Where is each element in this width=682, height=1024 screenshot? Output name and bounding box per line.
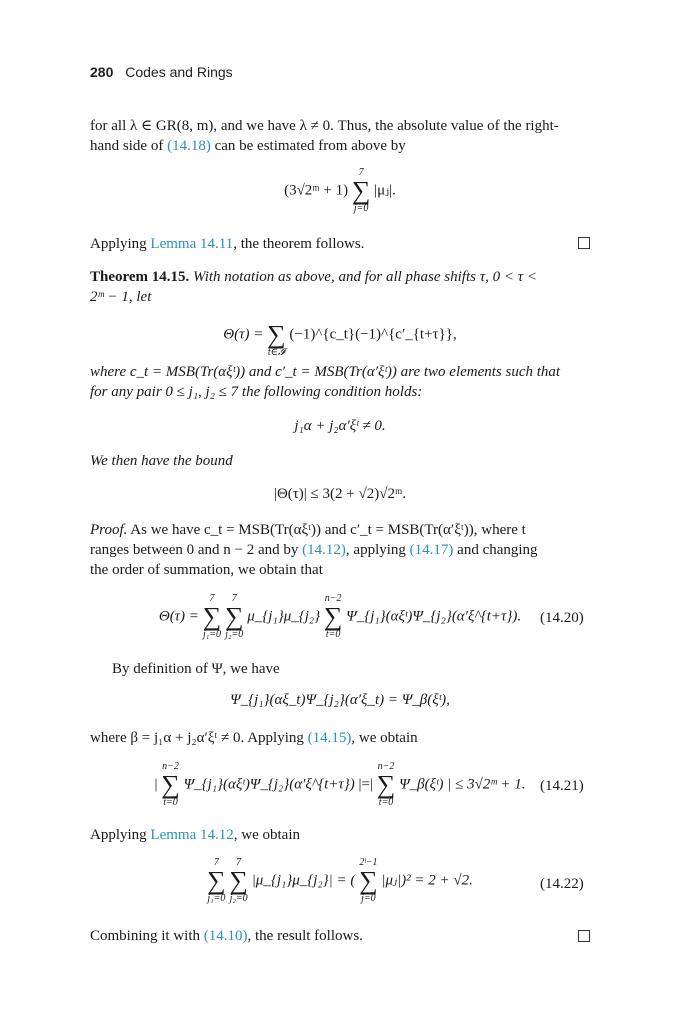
text: Applying xyxy=(90,236,151,252)
equation-14-21: | n−2 ∑ t=0 Ψ_{j₁}(αξᵗ)Ψ_{j₂}(α′ξ^{t+τ}) |=| n−2 ∑ t=0 Ψ_β(ξᵗ) | ≤ 3√2ᵐ + 1. xyxy=(154,761,526,808)
sum-symbol: 2ˡ−1 ∑ j=0 xyxy=(359,857,378,904)
qed-box xyxy=(578,930,590,942)
text: where c_t = MSB(Tr(αξᵗ)) and c′_t = MSB(Tr(α′ξᵗ)) are two elements such that xyxy=(90,364,561,380)
sum-lower: t=0 xyxy=(163,797,178,808)
equation-link[interactable]: (14.10) xyxy=(203,928,248,944)
text: the order of summation, we obtain that xyxy=(90,562,323,578)
sum-lower: j₂=0 xyxy=(229,893,248,904)
paragraph-4 xyxy=(90,728,590,748)
equation-number: (14.21) xyxy=(540,778,584,794)
sum-upper: n−2 xyxy=(324,593,342,604)
sum-upper: 7 xyxy=(231,593,237,604)
text: ranges between 0 and n − 2 and by xyxy=(90,542,303,558)
equation-number: (14.20) xyxy=(540,610,584,626)
math: |μ_{j₁}μ_{j₂}| = ( xyxy=(251,872,356,889)
theorem-where xyxy=(90,362,590,402)
text: , applying xyxy=(345,542,410,558)
proof-label: Proof. xyxy=(90,522,128,538)
math: |μⱼ|)² = 2 + √2. xyxy=(381,872,473,889)
math: Θ(τ) = xyxy=(158,608,203,625)
sum-symbol: 7 ∑ j₁=0 xyxy=(207,857,226,904)
sum-upper: 7 xyxy=(213,857,219,868)
text: , we obtain xyxy=(351,730,418,746)
math: Ψ_β(ξᵗ) | ≤ 3√2ᵐ + 1. xyxy=(399,776,526,793)
math: (3√2ᵐ + 1) xyxy=(284,182,349,199)
paragraph-3: By definition of Ψ, we have xyxy=(112,661,280,677)
equation-theta-bound: |Θ(τ)| ≤ 3(2 + √2)√2ᵐ. xyxy=(273,486,407,502)
equation-link[interactable]: (14.18) xyxy=(167,138,211,154)
sum-lower: j₂=0 xyxy=(225,629,244,640)
sum-lower: t=0 xyxy=(325,629,341,640)
sum-symbol: ∑ t∈𝓘 xyxy=(267,320,286,358)
math: Ψ_{j₁}(αξᵗ)Ψ_{j₂}(α′ξ^{t+τ}). xyxy=(346,608,522,625)
theorem-statement xyxy=(90,267,590,307)
equation-theta xyxy=(90,312,590,358)
math: |μⱼ|. xyxy=(374,182,396,199)
text: With notation as above, and for all phase shifts τ, 0 < τ < xyxy=(189,269,537,285)
sum-symbol: 7 ∑ j₁=0 xyxy=(202,593,222,640)
sum-symbol: 7 ∑ j₂=0 xyxy=(229,857,248,904)
proof-paragraph xyxy=(90,520,590,580)
text: for all λ ∈ GR(8, m), and we have λ ≠ 0. Thus, the absolute value of the right- xyxy=(90,118,559,134)
sum-upper: 7 xyxy=(358,167,364,178)
theorem-label: Theorem 14.15. xyxy=(90,269,190,285)
sum-lower: j₁=0 xyxy=(202,629,221,640)
qed-box xyxy=(578,237,590,249)
sum-lower: j₁=0 xyxy=(207,893,226,904)
equation-link[interactable]: (14.15) xyxy=(307,730,352,746)
equation-psi: Ψ_{j₁}(αξ_t)Ψ_{j₂}(α′ξ_t) = Ψ_β(ξᵗ), xyxy=(230,692,450,708)
text: 2ᵐ − 1, let xyxy=(90,289,152,305)
sum-lower: j=0 xyxy=(361,893,376,904)
sum-lower: t=0 xyxy=(378,797,394,808)
equation-condition: j₁α + j₂α′ξᵗ ≠ 0. xyxy=(294,418,386,434)
text: Combining it with xyxy=(90,928,204,944)
equation-number: (14.22) xyxy=(540,876,584,892)
sum-upper: 2ˡ−1 xyxy=(359,857,378,868)
sum-upper: n−2 xyxy=(162,761,179,772)
text: where β = j₁α + j₂α′ξᵗ ≠ 0. Applying xyxy=(90,730,308,746)
sum-symbol: n−2 ∑ t=0 xyxy=(376,761,396,808)
sum-upper: n−2 xyxy=(377,761,395,772)
math: |=| xyxy=(354,776,377,793)
theorem-then: We then have the bound xyxy=(90,453,233,469)
sum-lower: t∈𝓘 xyxy=(267,347,285,358)
text: Applying xyxy=(90,827,151,843)
sum-symbol: n−2 ∑ t=0 xyxy=(323,593,343,640)
math: μ_{j₁}μ_{j₂} xyxy=(247,608,321,625)
equation-bound xyxy=(90,168,590,214)
equation-14-22 xyxy=(90,858,590,904)
equation-link[interactable]: (14.17) xyxy=(409,542,454,558)
sum-symbol: 7 ∑ j₂=0 xyxy=(224,593,244,640)
text: for any pair 0 ≤ j₁, j₂ ≤ 7 the following condition holds: xyxy=(90,384,423,400)
text: hand side of xyxy=(90,138,168,154)
text: , the result follows. xyxy=(247,928,363,944)
math: Ψ_{j₁}(αξᵗ)Ψ_{j₂}(α′ξ^{t+τ}) xyxy=(183,776,355,793)
paragraph-6 xyxy=(90,926,590,946)
math: (−1)^{c_t}(−1)^{c′_{t+τ}}, xyxy=(289,326,457,343)
text: can be estimated from above by xyxy=(210,138,406,154)
sum-lower: j=0 xyxy=(353,203,369,214)
lemma-link[interactable]: Lemma 14.12 xyxy=(150,827,234,843)
running-header xyxy=(90,64,233,80)
text: and changing xyxy=(453,542,538,558)
page-number: 280 xyxy=(90,64,114,80)
equation-link[interactable]: (14.12) xyxy=(302,542,346,558)
lemma-link[interactable]: Lemma 14.11 xyxy=(150,236,234,252)
equation-14-20 xyxy=(90,594,590,640)
paragraph-1 xyxy=(90,116,590,156)
sum-symbol: 7 ∑ j=0 xyxy=(351,167,371,214)
paragraph-2 xyxy=(90,234,590,254)
sum-upper: 7 xyxy=(209,593,215,604)
text: , the theorem follows. xyxy=(233,236,365,252)
sum-symbol: n−2 ∑ t=0 xyxy=(161,761,180,808)
math: Θ(τ) = xyxy=(223,326,268,343)
text: As we have c_t = MSB(Tr(αξᵗ)) and c′_t = MSB(Tr(α′ξᵗ)), where t xyxy=(127,522,526,538)
sum-upper: 7 xyxy=(236,857,242,868)
paragraph-5 xyxy=(90,825,590,845)
running-title: Codes and Rings xyxy=(125,64,233,80)
text: , we obtain xyxy=(233,827,300,843)
